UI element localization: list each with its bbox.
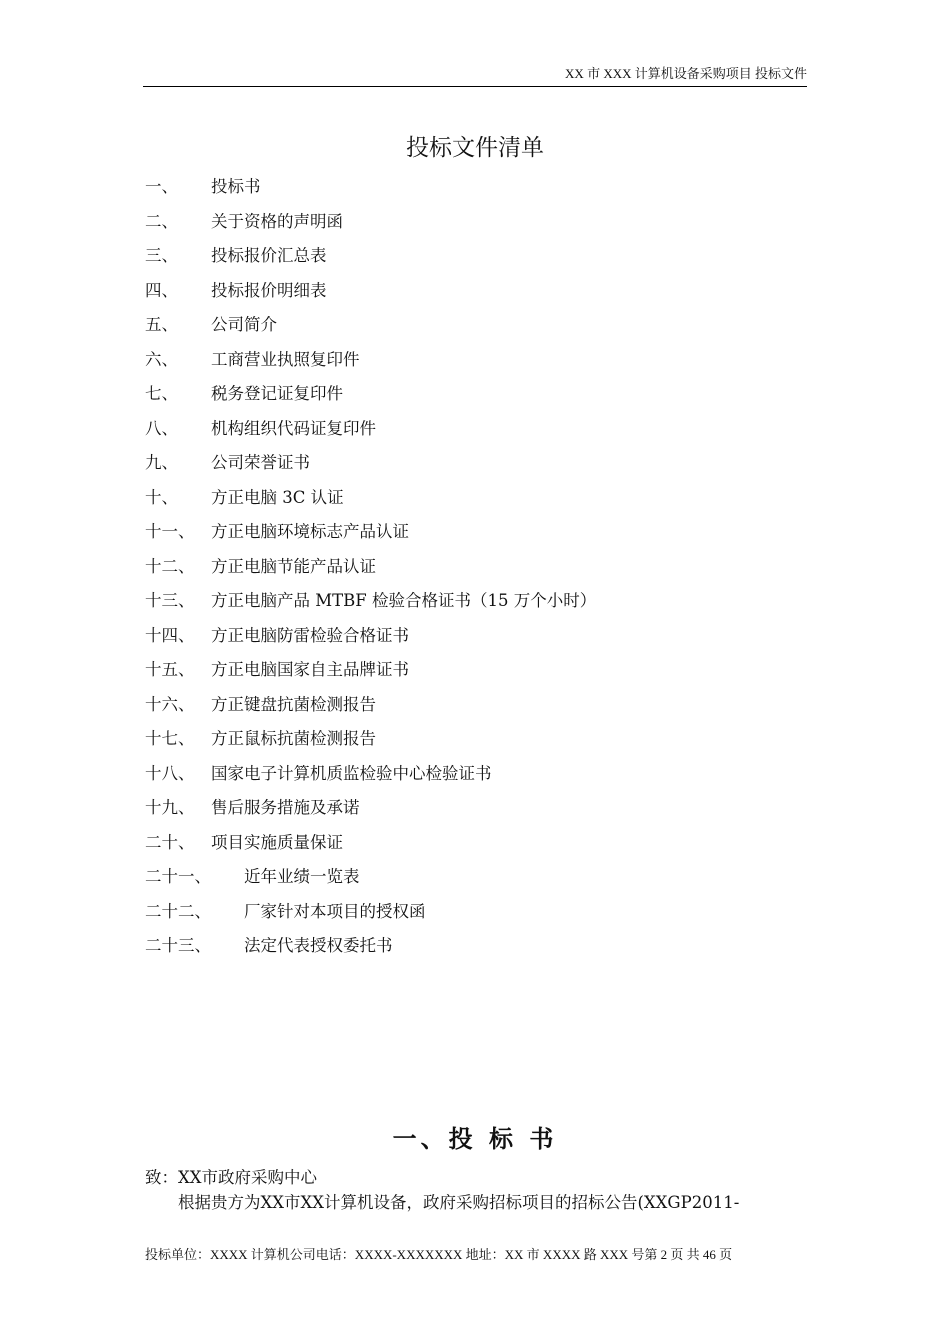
toc-item [145,381,785,416]
toc-item [145,243,785,278]
toc-item-number: 十四、 [145,625,195,645]
toc-item [145,554,785,589]
toc-item-number: 十二、 [145,556,195,576]
toc-item-text: 税务登记证复印件 [211,384,343,403]
toc-item-number: 七、 [145,384,178,403]
toc-item-number: 二十二、 [145,901,211,921]
toc-item-text: 投标报价汇总表 [211,246,327,265]
toc-item-text: 机构组织代码证复印件 [211,418,376,438]
toc-item [145,795,785,830]
toc-item-text: 关于资格的声明函 [211,211,343,231]
toc-item [145,209,785,244]
toc-item-number: 一、 [145,177,178,196]
toc-item-text: 法定代表授权委托书 [244,936,393,955]
toc-item-number: 十八、 [145,763,195,783]
body-paragraph: 根据贵方为XX市XX计算机设备，政府采购招标项目的招标公告(XXGP2011- [178,1193,740,1212]
toc-item [145,761,785,796]
toc-item-number: 五、 [145,315,178,334]
toc-item-number: 十九、 [145,798,195,817]
toc-item [145,692,785,727]
toc-item [145,347,785,382]
toc-item [145,450,785,485]
toc-item-number: 十、 [145,487,178,507]
toc-item [145,623,785,658]
toc-item-text: 方正电脑节能产品认证 [211,556,376,576]
toc-item [145,519,785,554]
toc-item [145,588,785,623]
toc-item-text: 项目实施质量保证 [211,832,343,852]
toc-item-text: 公司简介 [211,315,277,334]
toc-item-text: 售后服务措施及承诺 [211,798,360,817]
page-header [143,66,807,87]
toc-item-number: 二十、 [145,832,195,852]
page-footer: 投标单位：XXXX 计算机公司电话：XXXX-XXXXXXX 地址：XX 市 XXXX 路 XXX 号第 2 页 共 46 页 [145,1247,733,1262]
toc-item [145,830,785,865]
toc-item-text: 近年业绩一览表 [244,867,360,886]
toc-item-number: 十一、 [145,522,195,541]
toc-item-number: 十三、 [145,591,195,610]
toc-item-number: 十五、 [145,660,195,679]
toc-item-text: 方正键盘抗菌检测报告 [211,694,376,714]
toc-list [145,174,785,968]
toc-item [145,174,785,209]
toc-item-number: 二、 [145,211,178,231]
toc-item-text: 工商营业执照复印件 [211,349,360,369]
toc-item [145,416,785,451]
toc-item-text: 投标书 [211,177,261,196]
toc-item-number: 十七、 [145,729,195,748]
toc-item [145,485,785,520]
toc-item [145,278,785,313]
toc-item-text: 国家电子计算机质监检验中心检验证书 [211,763,492,783]
toc-item-text: 方正电脑防雷检验合格证书 [211,625,409,645]
toc-item [145,657,785,692]
toc-item-number: 四、 [145,280,178,300]
toc-item-number: 八、 [145,418,178,438]
toc-item [145,726,785,761]
toc-item-number: 十六、 [145,694,195,714]
toc-item-text: 方正电脑 3C 认证 [211,487,344,507]
addressee-line: 致：XX市政府采购中心 [145,1168,317,1187]
toc-title: 投标文件清单 [406,135,544,161]
toc-item [145,864,785,899]
toc-item [145,899,785,934]
toc-item-number: 二十三、 [145,936,211,955]
toc-item-number: 九、 [145,453,178,472]
toc-item-text: 厂家针对本项目的授权函 [244,901,426,921]
toc-item-text: 投标报价明细表 [211,280,327,300]
toc-item-number: 六、 [145,349,178,369]
toc-item-text: 方正鼠标抗菌检测报告 [211,729,376,748]
section-heading: 一、投 标 书 [392,1124,558,1153]
toc-item [145,312,785,347]
toc-item-text: 公司荣誉证书 [211,453,310,472]
toc-item-text: 方正电脑环境标志产品认证 [211,522,409,541]
toc-item [145,933,785,968]
toc-item-text: 方正电脑产品 MTBF 检验合格证书（15 万个小时） [211,591,597,610]
toc-item-text: 方正电脑国家自主品牌证书 [211,660,409,679]
toc-item-number: 二十一、 [145,867,211,886]
header-text: XX 市 XXX 计算机设备采购项目 投标文件 [565,66,807,81]
toc-item-number: 三、 [145,246,178,265]
